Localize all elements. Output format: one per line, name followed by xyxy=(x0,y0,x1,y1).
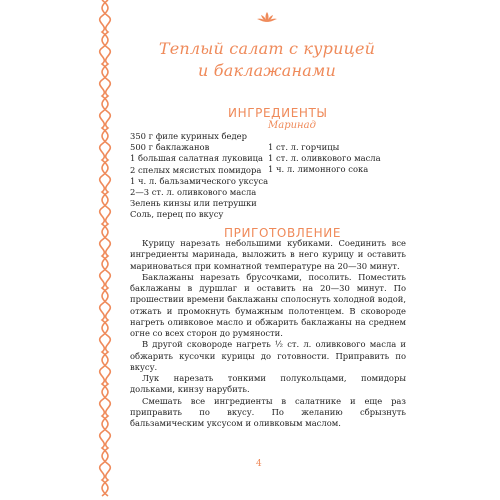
marinade-list xyxy=(268,142,408,176)
recipe-title-line2: и баклажанами xyxy=(198,61,336,80)
paragraph: Баклажаны нарезать брусочками, посолить. Поместить баклажаны в дуршлаг и оставить на 20—30 минут. По прошествии времени баклажаны сполоснуть холодной водой, отжать и промокнуть бумажным полотенцем. В сковороде нагреть оливковое масло и обжарить баклажаны на среднем огне со всех сторон до румяности. xyxy=(130,271,406,338)
list-item: 2—3 ст. л. оливкового масла xyxy=(130,187,257,198)
recipe-title-line1: Теплый салат с курицей xyxy=(158,39,376,58)
paragraph: Смешать все ингредиенты в салатнике и еще раз приправить по вкусу. По желанию сбрызнуть бальзамическим уксусом и оливковым маслом. xyxy=(130,395,406,428)
list-item: 350 г филе куриных бедер xyxy=(130,131,247,141)
paragraph: Курицу нарезать небольшими кубиками. Соединить все ингредиенты маринада, выложить в него курицу и оставить мариноваться при комнатной температуре на 20—30 минут. xyxy=(130,238,406,271)
list-item: 1 ст. л. горчицы xyxy=(268,142,340,152)
list-item: 2 спелых мясистых помидора xyxy=(130,164,262,175)
list-item: 500 г баклажанов xyxy=(130,142,210,153)
paragraph: Лук нарезать тонкими полукольцами, помидоры дольками, кинзу нарубить. xyxy=(130,373,406,395)
ingredients-list xyxy=(130,131,280,221)
list-item: 1 ст. л. оливкового масла xyxy=(268,153,381,164)
ingredients-heading: ИНГРЕДИЕНТЫ xyxy=(228,106,328,120)
lotus-icon xyxy=(257,11,277,23)
preparation-heading: ПРИГОТОВЛЕНИЕ xyxy=(224,226,341,240)
recipe-title xyxy=(130,38,404,82)
list-item: Соль, перец по вкусу xyxy=(130,209,224,220)
paragraph: В другой сковороде нагреть ½ ст. л. оливкового масла и обжарить кусочки курицы до готовности. Приправить по вкусу. xyxy=(130,339,406,372)
list-item: 1 ч. л. бальзамического уксуса xyxy=(130,175,269,186)
list-item: 1 ч. л. лимонного сока xyxy=(268,164,369,175)
page-number: 4 xyxy=(256,459,262,469)
marinade-heading: Маринад xyxy=(268,120,316,131)
list-item: Зелень кинзы или петрушки xyxy=(130,198,257,209)
list-item: 1 большая салатная луковица xyxy=(130,153,264,164)
preparation-text xyxy=(130,238,406,429)
braid-border xyxy=(98,0,112,500)
